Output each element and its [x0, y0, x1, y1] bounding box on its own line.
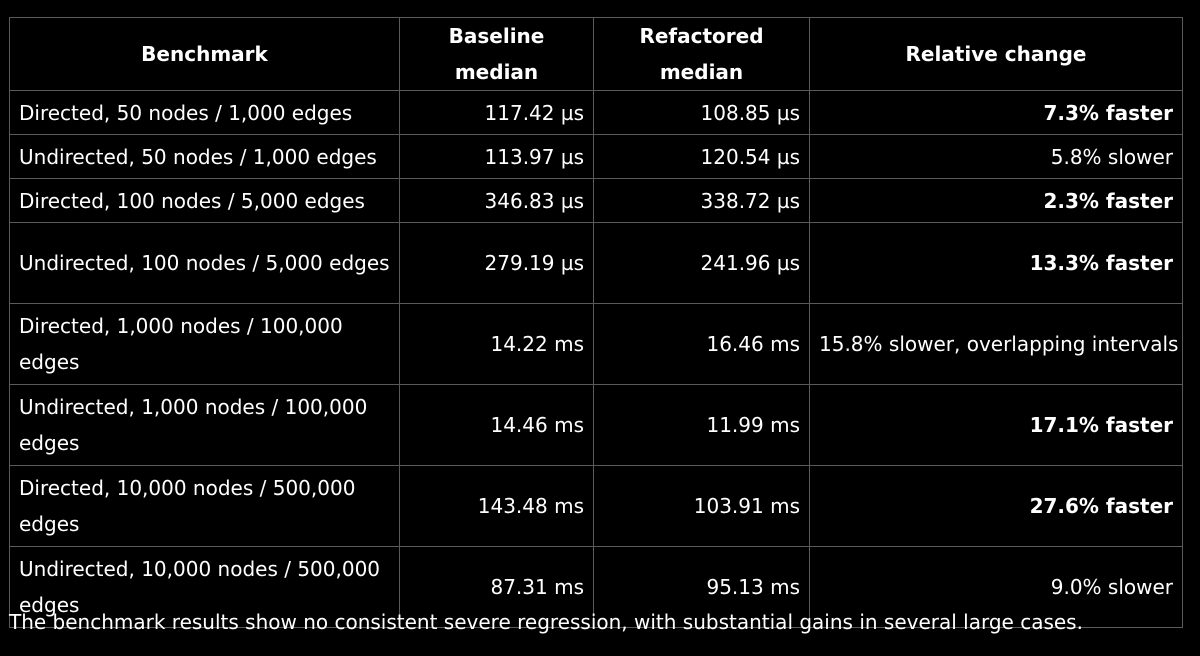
benchmark-cell: Undirected, 50 nodes / 1,000 edges — [10, 135, 400, 179]
baseline-cell: 113.97 µs — [400, 135, 594, 179]
benchmark-cell: Undirected, 100 nodes / 5,000 edges — [10, 223, 400, 304]
benchmark-table — [9, 17, 1183, 628]
refactored-cell: 338.72 µs — [594, 179, 810, 223]
header-refactored-median: Refactored median — [594, 18, 810, 91]
refactored-cell: 11.99 ms — [594, 385, 810, 466]
benchmark-cell: Undirected, 1,000 nodes / 100,000 edges — [10, 385, 400, 466]
refactored-cell: 16.46 ms — [594, 304, 810, 385]
change-cell: 13.3% faster — [810, 223, 1183, 304]
table-row — [10, 304, 1183, 385]
table-row — [10, 135, 1183, 179]
benchmark-cell: Directed, 100 nodes / 5,000 edges — [10, 179, 400, 223]
benchmark-cell: Directed, 10,000 nodes / 500,000 edges — [10, 466, 400, 547]
header-benchmark: Benchmark — [10, 18, 400, 91]
header-baseline-median: Baseline median — [400, 18, 594, 91]
change-cell: 7.3% faster — [810, 91, 1183, 135]
baseline-cell: 14.22 ms — [400, 304, 594, 385]
benchmark-cell: Undirected, 10,000 nodes / 500,000 edges — [10, 547, 400, 628]
table-row — [10, 91, 1183, 135]
benchmark-cell: Directed, 1,000 nodes / 100,000 edges — [10, 304, 400, 385]
table-row — [10, 179, 1183, 223]
refactored-cell: 241.96 µs — [594, 223, 810, 304]
summary-text: The benchmark results show no consistent severe regression, with substantial gains in several large cases. — [9, 610, 1083, 634]
baseline-cell: 279.19 µs — [400, 223, 594, 304]
change-cell: 27.6% faster — [810, 466, 1183, 547]
table-row — [10, 223, 1183, 304]
refactored-cell: 108.85 µs — [594, 91, 810, 135]
baseline-cell: 14.46 ms — [400, 385, 594, 466]
table-header-row — [10, 18, 1183, 91]
change-cell: 9.0% slower — [810, 547, 1183, 628]
baseline-cell: 87.31 ms — [400, 547, 594, 628]
change-cell: 5.8% slower — [810, 135, 1183, 179]
refactored-cell: 103.91 ms — [594, 466, 810, 547]
table-row — [10, 466, 1183, 547]
header-relative-change: Relative change — [810, 18, 1183, 91]
baseline-cell: 143.48 ms — [400, 466, 594, 547]
refactored-cell: 120.54 µs — [594, 135, 810, 179]
change-cell: 2.3% faster — [810, 179, 1183, 223]
refactored-cell: 95.13 ms — [594, 547, 810, 628]
baseline-cell: 117.42 µs — [400, 91, 594, 135]
change-cell: 15.8% slower, overlapping intervals — [810, 304, 1183, 385]
change-cell: 17.1% faster — [810, 385, 1183, 466]
benchmark-cell: Directed, 50 nodes / 1,000 edges — [10, 91, 400, 135]
table-row — [10, 385, 1183, 466]
baseline-cell: 346.83 µs — [400, 179, 594, 223]
